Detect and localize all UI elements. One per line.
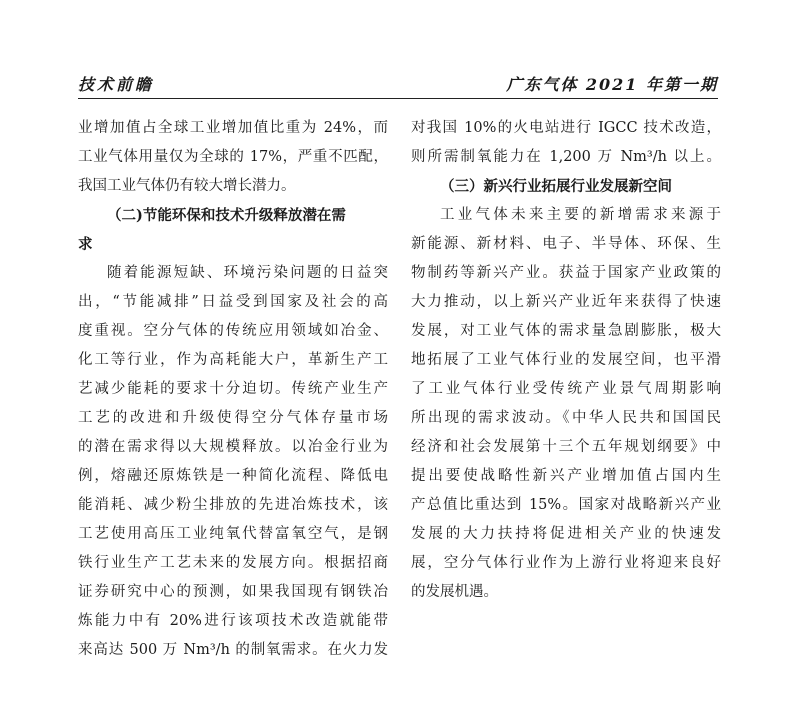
text-line — [411, 404, 721, 433]
text-line — [78, 607, 388, 636]
text-line — [78, 346, 388, 375]
journal-title: 广东气体 2021 年第一期 — [506, 75, 718, 94]
text-line-content: 工业气体未来主要的新增需求来源于 — [440, 207, 721, 223]
text-line — [411, 317, 721, 346]
text-line-content: 发展，对工业气体的需求量急剧膨胀，极大 — [411, 323, 721, 339]
text-line-content: 对我国 10%的火电站进行 IGCC 技术改造， — [411, 120, 721, 136]
text-line-content: 业增加值占全球工业增加值比重为 24%，而 — [78, 120, 388, 136]
text-line — [78, 317, 388, 346]
text-line — [411, 549, 721, 578]
text-line-content: 则所需制氧能力在 1,200 万 Nm³/h 以上。 — [411, 149, 721, 165]
text-line-content: 展，空分气体行业作为上游行业将迎来良好 — [411, 555, 721, 571]
text-line-content: 经济和社会发展第十三个五年规划纲要》中 — [411, 439, 721, 455]
text-line-content: 地拓展了工业气体行业的发展空间，也平滑 — [411, 352, 721, 368]
text-line-content: 新能源、新材料、电子、半导体、环保、生 — [411, 236, 721, 252]
text-line — [411, 114, 721, 143]
text-line — [411, 462, 721, 491]
text-line-content: 产总值比重达到 15%。国家对战略新兴产业 — [411, 497, 721, 513]
text-line — [411, 433, 721, 462]
text-line-content: 求 — [78, 236, 93, 253]
text-line-content: 能消耗、减少粉尘排放的先进冶炼技术，该 — [78, 497, 388, 513]
text-line — [78, 491, 388, 520]
text-line — [411, 201, 721, 230]
text-line-content: 物制药等新兴产业。获益于国家产业政策的 — [411, 265, 721, 281]
text-line — [78, 259, 388, 288]
text-line — [411, 288, 721, 317]
text-line-content: 化工等行业，作为高耗能大户，革新生产工 — [78, 352, 388, 368]
text-line — [411, 259, 721, 288]
text-line — [411, 172, 721, 201]
text-line-content: 随着能源短缺、环境污染问题的日益突 — [107, 265, 388, 281]
left-column — [78, 114, 388, 665]
text-line — [78, 201, 388, 230]
text-line-content: 发展的大力扶持将促进相关产业的快速发 — [411, 526, 721, 542]
text-line-content: 炼能力中有 20%进行该项技术改造就能带 — [78, 613, 388, 629]
text-line-content: 工艺的改进和升级使得空分气体存量市场 — [78, 410, 388, 426]
text-line — [411, 578, 721, 607]
text-line — [78, 549, 388, 578]
text-line-content: 的发展机遇。 — [411, 584, 498, 600]
text-line — [78, 375, 388, 404]
text-line-content: 艺减少能耗的要求十分迫切。传统产业生产 — [78, 381, 388, 397]
text-line — [78, 230, 388, 259]
text-line — [411, 346, 721, 375]
text-line-content: 所出现的需求波动。《中华人民共和国国民 — [411, 410, 721, 426]
text-line — [78, 578, 388, 607]
text-line-content: 铁行业生产工艺未来的发展方向。根据招商 — [78, 555, 388, 571]
text-line — [78, 433, 388, 462]
text-line-content: 我国工业气体仍有较大增长潜力。 — [78, 178, 296, 194]
text-line-content: 工业气体用量仅为全球的 17%，严重不匹配， — [78, 149, 388, 165]
text-line — [78, 114, 388, 143]
text-line-content: 了工业气体行业受传统产业景气周期影响 — [411, 381, 721, 397]
text-line-content: 的潜在需求得以大规模释放。以冶金行业为 — [78, 439, 388, 455]
text-line — [78, 520, 388, 549]
text-line-content: 例，熔融还原炼铁是一种简化流程、降低电 — [78, 468, 388, 484]
text-line-content: （二)节能环保和技术升级释放潜在需 — [107, 207, 346, 224]
right-column — [411, 114, 721, 607]
page-header — [78, 68, 718, 99]
text-line-content: 工艺使用高压工业纯氧代替富氧空气，是钢 — [78, 526, 388, 542]
text-line-content: 提出要使战略性新兴产业增加值占国内生 — [411, 468, 721, 484]
text-line — [411, 375, 721, 404]
text-line — [78, 143, 388, 172]
text-line-content: （三）新兴行业拓展行业发展新空间 — [440, 178, 672, 195]
text-line — [78, 172, 388, 201]
text-line — [411, 491, 721, 520]
text-line-content: 大力推动，以上新兴产业近年来获得了快速 — [411, 294, 721, 310]
text-line — [411, 143, 721, 172]
text-line-content: 度重视。空分气体的传统应用领域如冶金、 — [78, 323, 388, 339]
text-line — [411, 230, 721, 259]
text-line-content: 出，“节能减排”日益受到国家及社会的高 — [78, 294, 388, 310]
text-line-content: 来高达 500 万 Nm³/h 的制氧需求。在火力发 — [78, 642, 388, 658]
text-line — [78, 462, 388, 491]
text-line — [78, 404, 388, 433]
text-line-content: 证券研究中心的预测，如果我国现有钢铁冶 — [78, 584, 388, 600]
section-title: 技术前瞻 — [78, 75, 155, 94]
text-line — [78, 288, 388, 317]
text-line — [78, 636, 388, 665]
text-line — [411, 520, 721, 549]
